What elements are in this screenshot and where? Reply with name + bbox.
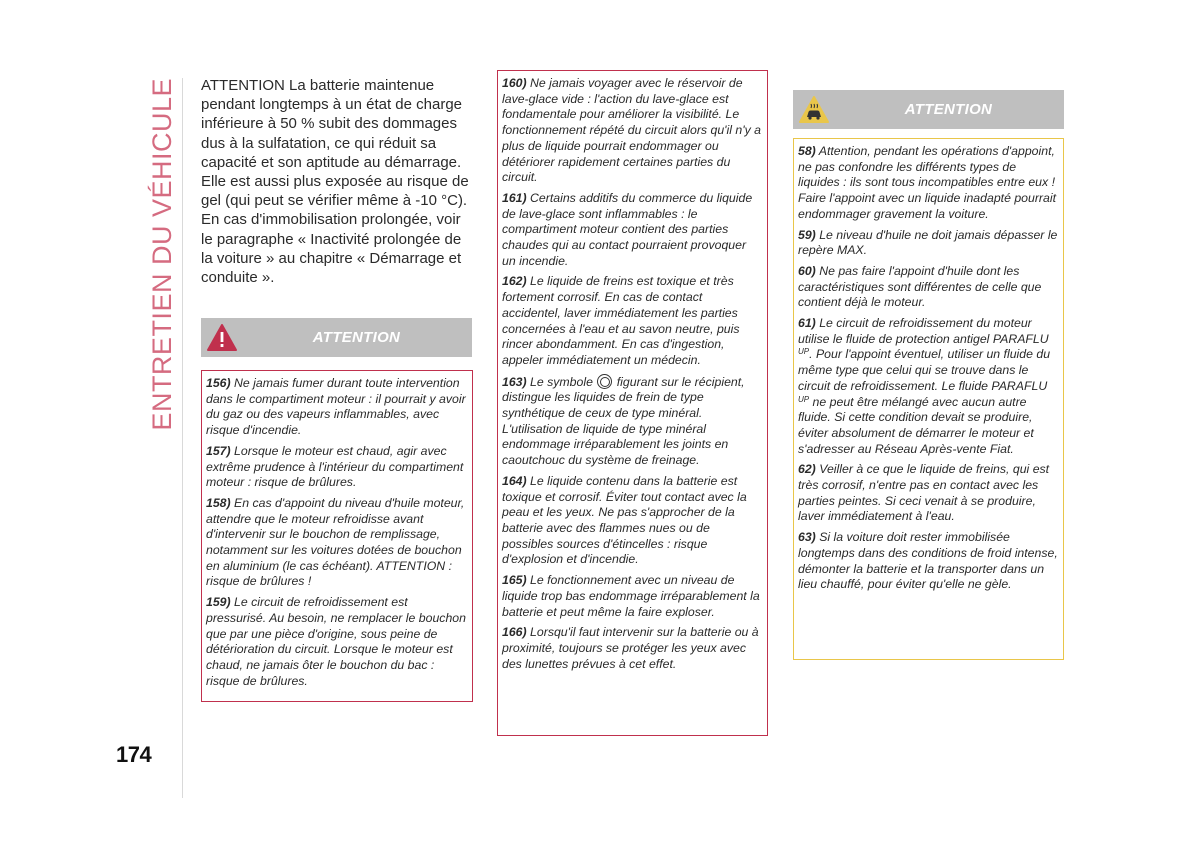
section-title-text: ENTRETIEN DU VÉHICULE	[146, 78, 177, 431]
list-item: 159) Le circuit de refroidissement est pressurisé. Au besoin, ne remplacer le bouchon que par une pièce d'origine, sous peine de détérioration du circuit. Lorsque le moteur est chaud, ne jamais ôter le bouchon du bac : risque de brûlures.	[206, 595, 466, 688]
warning-box-left	[201, 370, 473, 702]
list-item: 161) Certains additifs du commerce du liquide de lave-glace sont inflammables : le compartiment moteur contient des parties chaudes qui au contact pourraient provoquer un incendie.	[502, 190, 753, 268]
side-divider	[182, 78, 183, 798]
brake-fluid-symbol-icon	[597, 374, 612, 389]
warning-box-middle	[497, 70, 768, 736]
intro-paragraph: ATTENTION La batterie maintenue pendant longtemps à un état de charge inférieure à 50 % subit des dommages dus à la sulfatation, ce qui réduit sa capacité et son aptitude au démarrage. Elle est aussi plus exposée au risque de gel (qui peut se vérifier même à -10 °C). En cas d'immobilisation prolongée, voir le paragraphe « Inactivité prolongée de la voiture » au chapitre « Démarrage et conduite ».	[201, 77, 469, 287]
list-item: 58) Attention, pendant les opérations d'appoint, ne pas confondre les différents types de liquides : ils sont tous incompatibles entre eux ! Faire l'appoint avec un liquide inadapté pourrait endommager gravement la voiture.	[798, 144, 1057, 221]
list-item: 157) Lorsque le moteur est chaud, agir avec extrême prudence à l'intérieur du compartiment moteur : risque de brûlures.	[206, 443, 464, 490]
warning-header-right	[793, 90, 1064, 129]
warning-label-left: ATTENTION	[312, 329, 401, 346]
section-title-vertical	[142, 78, 182, 431]
page-number: 174	[116, 742, 152, 767]
list-item: 162) Le liquide de freins est toxique et très fortement corrosif. En cas de contact accidentel, laver immédiatement les parties concernées à l'eau et au savon neutre, puis rincer abondamment. En cas d'ingestion, appeler immédiatement un médecin.	[502, 274, 740, 367]
list-item: 59) Le niveau d'huile ne doit jamais dépasser le repère MAX.	[798, 227, 1058, 258]
list-item: 163) Le symbole figurant sur le récipient, distingue les liquides de frein de type synthétique de ceux de type minéral. L'utilisation de liquide de type minéral endommage irréparablement les joints en caoutchouc du système de freinage.	[502, 374, 745, 468]
warning-triangle-icon	[203, 319, 241, 357]
list-item: 160) Ne jamais voyager avec le réservoir de lave-glace vide : l'action du lave-glace est fondamentale pour améliorer la visibilité. Le fonctionnement répété du circuit alors qu'il n'y a plus de liquide pourrait endommager ou détériorer rapidement certaines parties du circuit.	[502, 76, 761, 185]
list-item: 158) En cas d'appoint du niveau d'huile moteur, attendre que le moteur refroidisse avant d'intervenir sur le bouchon de remplissage, notamment sur les voitures dotées de bouchon en aluminium (le cas échéant). ATTENTION : risque de brûlures !	[206, 495, 465, 589]
list-item: 156) Ne jamais fumer durant toute intervention dans le compartiment moteur : il pourrait y avoir du gaz ou des vapeurs inflammables, avec risque d'incendie.	[206, 376, 466, 438]
list-item: 60) Ne pas faire l'appoint d'huile dont les caractéristiques sont différentes de celle que contient déjà le moteur.	[798, 263, 1042, 310]
list-item: 61) Le circuit de refroidissement du moteur utilise le fluide de protection antigel PARAFLU $^{UP}$. Pour l'appoint éventuel, utiliser un fluide du même type que celui qui se trouve dans le circuit de refroidissement. Le fluide PARAFLU $^{UP}$ ne peut être mélangé avec aucun autre fluide. Si cette condition devait se produire, éviter absolument de démarrer le moteur et s'adresser au Réseau Après-vente Fiat.	[798, 316, 1051, 456]
warning-header-left	[201, 318, 472, 357]
car-damage-warning-icon	[795, 91, 833, 129]
list-item: 164) Le liquide contenu dans la batterie est toxique et corrosif. Éviter tout contact avec la peau et les yeux. Ne pas s'approcher de la batterie avec des flammes nues ou de possibles sources d'étincelles : risque d'explosion et d'incendie.	[502, 473, 747, 567]
list-item: 63) Si la voiture doit rester immobilisée longtemps dans des conditions de froid intense, démonter la batterie et la transporter dans un lieu chauffé, pour éviter qu'elle ne gèle.	[798, 530, 1058, 592]
warning-label-right: ATTENTION	[904, 101, 993, 118]
warning-box-right	[793, 138, 1064, 660]
list-item: 62) Veiller à ce que le liquide de freins, qui est très corrosif, n'entre pas en contact avec les parties peintes. Si ceci venait à se produire, laver immédiatement à l'eau.	[798, 462, 1050, 524]
list-item: 166) Lorsqu'il faut intervenir sur la batterie ou à proximité, toujours se protéger les yeux avec des lunettes prévues à cet effet.	[502, 625, 759, 671]
list-item: 165) Le fonctionnement avec un niveau de liquide trop bas endommage irréparablement la batterie et peut même la faire exploser.	[502, 573, 760, 619]
